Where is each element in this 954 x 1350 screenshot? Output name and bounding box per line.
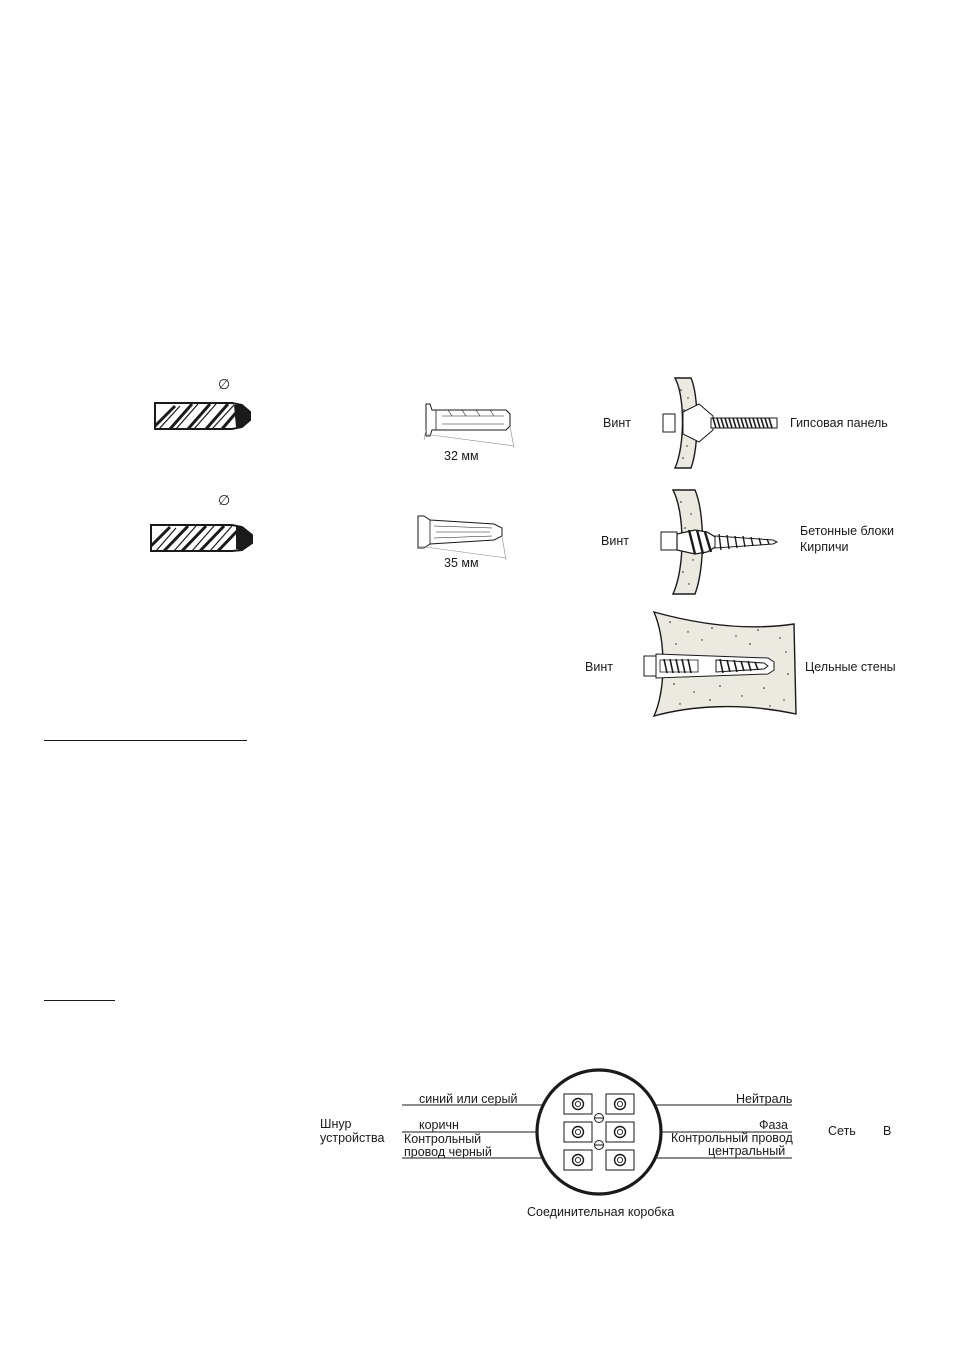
screw-label-3: Винт (585, 660, 613, 674)
mains-label: Сеть (828, 1124, 856, 1138)
section-rule-1 (44, 740, 247, 741)
concrete-block-anchor-icon (655, 488, 785, 598)
plug2-length-label: 35 мм (444, 556, 479, 570)
screw-label-1: Винт (603, 416, 631, 430)
screw-label-2: Винт (601, 534, 629, 548)
drill-bit-2-icon (146, 518, 256, 558)
cord-label-line1: Шнур (320, 1117, 352, 1131)
wire-blue-label: синий или серый (419, 1092, 518, 1106)
junction-box-circle (537, 1070, 661, 1194)
wall-plug-1-icon (418, 400, 518, 450)
wall-plug-2-icon (412, 512, 512, 562)
mains-voltage-suffix: В (883, 1124, 892, 1138)
section-rule-2 (44, 1000, 115, 1001)
drill1-diameter-symbol: ∅ (218, 376, 231, 392)
cord-label-line2: устройства (320, 1131, 385, 1145)
drill-bit-1-icon (150, 396, 260, 436)
neutral-label: Нейтраль (736, 1092, 793, 1106)
wall2-label-line2: Кирпичи (800, 540, 849, 554)
phase-label: Фаза (759, 1118, 788, 1132)
junction-box-label: Соединительная коробка (527, 1205, 675, 1219)
control-wire-right-line1: Контрольный провод (671, 1131, 793, 1145)
plug1-length-label: 32 мм (444, 449, 479, 463)
wire-black-label-line2: провод черный (404, 1145, 492, 1159)
wall1-label: Гипсовая панель (790, 416, 888, 430)
wire-black-label-line1: Контрольный (404, 1132, 482, 1146)
plasterboard-anchor-icon (655, 376, 785, 471)
wire-brown-label: коричн (419, 1118, 459, 1132)
drill2-diameter-symbol: ∅ (218, 492, 231, 508)
solid-wall-anchor-icon (640, 610, 800, 720)
control-wire-right-line2: центральный (708, 1144, 786, 1158)
wall2-label-line1: Бетонные блоки (800, 524, 894, 538)
wall3-label: Цельные стены (805, 660, 896, 674)
